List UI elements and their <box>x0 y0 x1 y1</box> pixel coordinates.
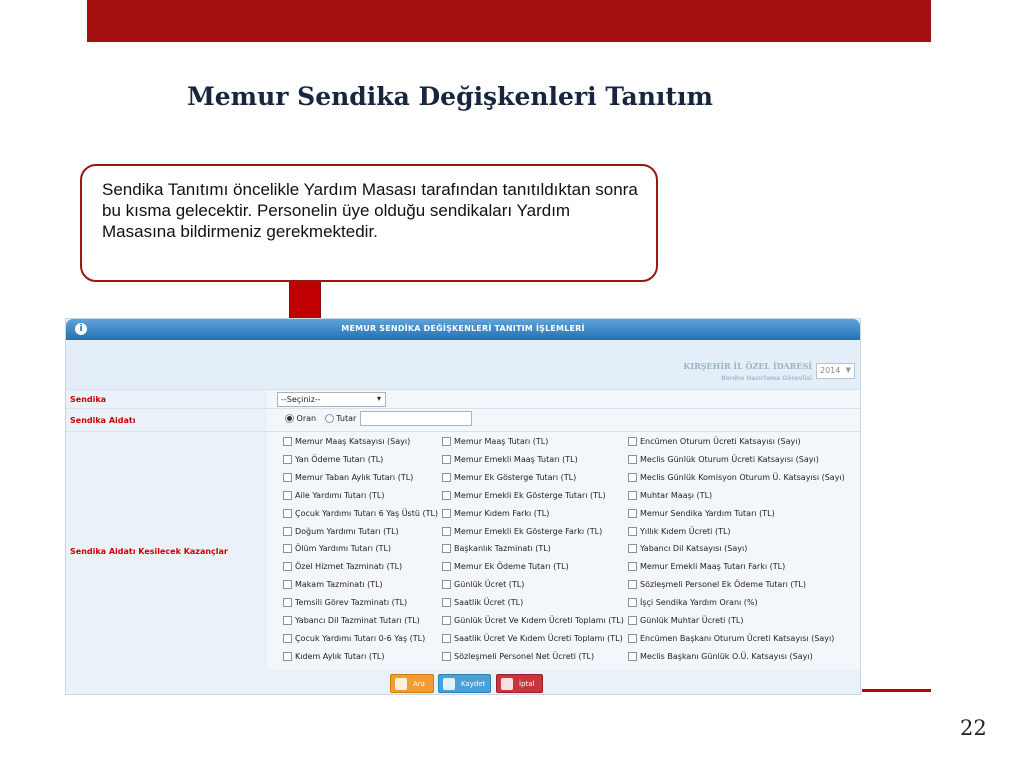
checkbox-label: Yan Ödeme Tutarı (TL) <box>295 454 384 464</box>
earning-checkbox-item[interactable] <box>628 491 712 500</box>
earning-checkbox-item[interactable] <box>442 544 551 553</box>
checkbox-label: Özel Hizmet Tazminatı (TL) <box>295 562 403 572</box>
bottom-accent-line <box>862 689 931 692</box>
save-icon <box>443 678 455 690</box>
aidat-input[interactable] <box>360 411 472 426</box>
checkbox[interactable] <box>442 598 451 607</box>
kazanc-label: Sendika Aidatı Kesilecek Kazançlar <box>70 547 228 556</box>
checkbox[interactable] <box>442 509 451 518</box>
checkbox[interactable] <box>442 455 451 464</box>
slide-top-bar <box>87 0 931 42</box>
chevron-down-icon: ▼ <box>845 366 851 374</box>
checkbox[interactable] <box>442 634 451 643</box>
checkbox[interactable] <box>628 616 637 625</box>
sendika-select-value: --Seçiniz-- <box>281 395 321 404</box>
org-name: KIRŞEHİR İL ÖZEL İDARESİ <box>683 361 812 371</box>
earning-checkbox-item[interactable] <box>628 509 775 518</box>
org-subtitle: Bordro Hazırlama Görevlisi <box>721 375 812 382</box>
earning-checkbox-item[interactable] <box>442 616 624 625</box>
checkbox-label: Günlük Ücret (TL) <box>454 580 525 590</box>
earning-checkbox-item[interactable] <box>283 598 407 607</box>
checkbox[interactable] <box>442 544 451 553</box>
app-window <box>65 318 861 695</box>
checkbox[interactable] <box>283 527 292 536</box>
page-number: 22 <box>960 716 987 740</box>
checkbox-label: İşçi Sendika Yardım Oranı (%) <box>640 598 758 608</box>
earning-checkbox-item[interactable] <box>628 562 785 571</box>
slide-title: Memur Sendika Değişkenleri Tanıtım <box>187 82 713 111</box>
checkbox[interactable] <box>442 527 451 536</box>
earning-checkbox-item[interactable] <box>283 473 413 482</box>
checkbox-label: Sözleşmeli Personel Net Ücreti (TL) <box>454 651 595 661</box>
checkbox-label: Çocuk Yardımı Tutarı 0-6 Yaş (TL) <box>295 633 426 643</box>
checkbox[interactable] <box>283 437 292 446</box>
app-title: MEMUR SENDİKA DEĞİŞKENLERİ TANITIM İŞLEMLERİ <box>341 324 585 333</box>
kazanc-row <box>66 431 860 669</box>
checkbox-label: Sözleşmeli Personel Ek Ödeme Tutarı (TL) <box>640 580 806 590</box>
checkbox-label: Encümen Başkanı Oturum Ücreti Katsayısı (Sayı) <box>640 633 835 643</box>
earning-checkbox-item[interactable] <box>442 455 578 464</box>
checkbox[interactable] <box>283 544 292 553</box>
info-icon[interactable]: i <box>75 323 87 335</box>
checkbox-label: Yıllık Kıdem Ücreti (TL) <box>640 526 731 536</box>
earning-checkbox-item[interactable] <box>442 491 606 500</box>
checkbox-label: Memur Maaş Katsayısı (Sayı) <box>295 437 411 446</box>
earning-checkbox-item[interactable] <box>442 437 548 446</box>
year-value: 2014 <box>820 366 841 375</box>
checkbox[interactable] <box>283 652 292 661</box>
earning-checkbox-item[interactable] <box>628 616 744 625</box>
earning-checkbox-item[interactable] <box>442 580 524 589</box>
checkbox-label: Kıdem Aylık Tutarı (TL) <box>295 651 385 661</box>
ara-button[interactable]: Ara <box>390 674 434 693</box>
earning-checkbox-item[interactable] <box>628 473 845 482</box>
earning-checkbox-item[interactable] <box>442 527 602 536</box>
earning-checkbox-item[interactable] <box>442 652 594 661</box>
checkbox-label: Memur Taban Aylık Tutarı (TL) <box>295 472 414 482</box>
oran-label: Oran <box>296 414 317 423</box>
checkbox[interactable] <box>628 527 637 536</box>
callout-box <box>80 164 658 282</box>
earning-checkbox-item[interactable] <box>283 544 391 553</box>
earning-checkbox-item[interactable] <box>283 580 383 589</box>
checkbox-label: Günlük Ücret Ve Kıdem Ücreti Toplamı (TL) <box>454 616 624 625</box>
checkbox[interactable] <box>628 544 637 553</box>
iptal-button[interactable]: İptal <box>496 674 543 693</box>
checkbox-label: Memur Emekli Ek Gösterge Farkı (TL) <box>454 526 603 536</box>
checkbox[interactable] <box>628 437 637 446</box>
aidat-label: Sendika Aidatı <box>70 416 136 425</box>
sendika-label: Sendika <box>70 395 107 404</box>
callout-text: Sendika Tanıtımı öncelikle Yardım Masası tarafından tanıtıldıktan sonra bu kısma gelecektir. Personelin üye olduğu sendikaları Yardım Masasına bildirmeniz gerekmektedir. <box>102 180 638 241</box>
earning-checkbox-item[interactable] <box>628 527 731 536</box>
checkbox-label: Memur Emekli Maaş Tutarı (TL) <box>454 454 578 464</box>
checkbox[interactable] <box>283 616 292 625</box>
checkbox[interactable] <box>628 652 637 661</box>
checkbox-label: Yabancı Dil Tazminat Tutarı (TL) <box>295 616 420 625</box>
earning-checkbox-item[interactable] <box>628 437 801 446</box>
checkbox[interactable] <box>442 580 451 589</box>
checkbox-label: Günlük Muhtar Ücreti (TL) <box>640 616 744 625</box>
checkbox-label: Çocuk Yardımı Tutarı 6 Yaş Üstü (TL) <box>295 508 439 518</box>
earning-checkbox-item[interactable] <box>442 598 523 607</box>
checkbox[interactable] <box>283 491 292 500</box>
checkbox-label: Meclis Günlük Komisyon Oturum Ü. Katsayısı (Sayı) <box>640 472 845 482</box>
earning-checkbox-item[interactable] <box>442 562 569 571</box>
year-select[interactable] <box>816 363 855 379</box>
checkbox[interactable] <box>283 473 292 482</box>
checkbox-label: Ölüm Yardımı Tutarı (TL) <box>295 544 392 554</box>
aidat-row <box>66 408 860 431</box>
checkbox-label: Meclis Başkanı Günlük O.Ü. Katsayısı (Sayı) <box>640 651 813 661</box>
checkbox[interactable] <box>283 509 292 518</box>
sendika-row <box>66 389 860 408</box>
checkbox[interactable] <box>628 634 637 643</box>
app-titlebar <box>66 319 860 340</box>
earning-checkbox-item[interactable] <box>628 652 813 661</box>
checkbox-label: Temsili Görev Tazminatı (TL) <box>295 598 408 608</box>
checkbox[interactable] <box>442 473 451 482</box>
earning-checkbox-item[interactable] <box>628 580 806 589</box>
checkbox[interactable] <box>442 562 451 571</box>
checkbox-label: Meclis Günlük Oturum Ücreti Katsayısı (Sayı) <box>640 454 819 464</box>
earning-checkbox-item[interactable] <box>442 473 576 482</box>
checkbox-label: Aile Yardımı Tutarı (TL) <box>295 490 385 500</box>
checkbox-label: Memur Ek Gösterge Tutarı (TL) <box>454 472 577 482</box>
checkbox-label: Encümen Oturum Ücreti Katsayısı (Sayı) <box>640 437 801 446</box>
checkbox-label: Makam Tazminatı (TL) <box>295 580 383 590</box>
tutar-radio[interactable] <box>325 414 334 423</box>
checkbox-label: Saatlik Ücret (TL) <box>454 598 524 608</box>
earning-checkbox-item[interactable] <box>283 562 402 571</box>
oran-radio[interactable] <box>285 414 294 423</box>
sendika-select[interactable] <box>277 392 386 407</box>
earning-checkbox-item[interactable] <box>283 509 438 518</box>
checkbox[interactable] <box>283 634 292 643</box>
earning-checkbox-item[interactable] <box>283 616 420 625</box>
checkbox-label: Memur Emekli Maaş Tutarı Farkı (TL) <box>640 562 786 572</box>
checkbox-label: Memur Sendika Yardım Tutarı (TL) <box>640 508 775 518</box>
earning-checkbox-item[interactable] <box>628 455 819 464</box>
checkbox-label: Doğum Yardımı Tutarı (TL) <box>295 526 399 536</box>
checkbox-label: Yabancı Dil Katsayısı (Sayı) <box>640 544 748 554</box>
checkbox[interactable] <box>283 455 292 464</box>
checkbox[interactable] <box>283 562 292 571</box>
earning-checkbox-item[interactable] <box>628 598 758 607</box>
checkbox-label: Muhtar Maaşı (TL) <box>640 490 713 500</box>
checkbox-label: Saatlik Ücret Ve Kıdem Ücreti Toplamı (TL) <box>454 633 623 643</box>
earning-checkbox-item[interactable] <box>283 527 399 536</box>
earning-checkbox-item[interactable] <box>283 652 385 661</box>
checkbox-label: Memur Emekli Ek Gösterge Tutarı (TL) <box>454 490 606 500</box>
checkbox[interactable] <box>442 491 451 500</box>
checkbox[interactable] <box>283 580 292 589</box>
search-icon <box>395 678 407 690</box>
checkbox[interactable] <box>628 562 637 571</box>
earning-checkbox-item[interactable] <box>442 634 623 643</box>
tutar-label: Tutar <box>336 414 357 423</box>
checkbox[interactable] <box>628 598 637 607</box>
app-header <box>66 340 860 389</box>
checkbox[interactable] <box>442 437 451 446</box>
aidat-radio-group <box>285 414 356 423</box>
earning-checkbox-item[interactable] <box>283 455 383 464</box>
checkbox-label: Memur Ek Ödeme Tutarı (TL) <box>454 562 569 572</box>
chevron-down-icon: ▾ <box>376 394 381 403</box>
checkbox[interactable] <box>283 598 292 607</box>
cancel-icon <box>501 678 513 690</box>
earning-checkbox-item[interactable] <box>628 544 747 553</box>
kaydet-button[interactable]: Kaydet <box>438 674 491 693</box>
earning-checkbox-item[interactable] <box>628 634 834 643</box>
earning-checkbox-item[interactable] <box>442 509 549 518</box>
earning-checkbox-item[interactable] <box>283 437 410 446</box>
earning-checkbox-item[interactable] <box>283 634 425 643</box>
earning-checkbox-item[interactable] <box>283 491 385 500</box>
checkbox[interactable] <box>442 616 451 625</box>
checkbox[interactable] <box>442 652 451 661</box>
checkbox[interactable] <box>628 455 637 464</box>
checkbox-label: Memur Maaş Tutarı (TL) <box>454 437 549 446</box>
checkbox[interactable] <box>628 491 637 500</box>
checkbox[interactable] <box>628 509 637 518</box>
checkbox[interactable] <box>628 580 637 589</box>
checkbox-label: Başkanlık Tazminatı (TL) <box>454 544 551 554</box>
checkbox[interactable] <box>628 473 637 482</box>
checkbox-label: Memur Kıdem Farkı (TL) <box>454 508 550 518</box>
